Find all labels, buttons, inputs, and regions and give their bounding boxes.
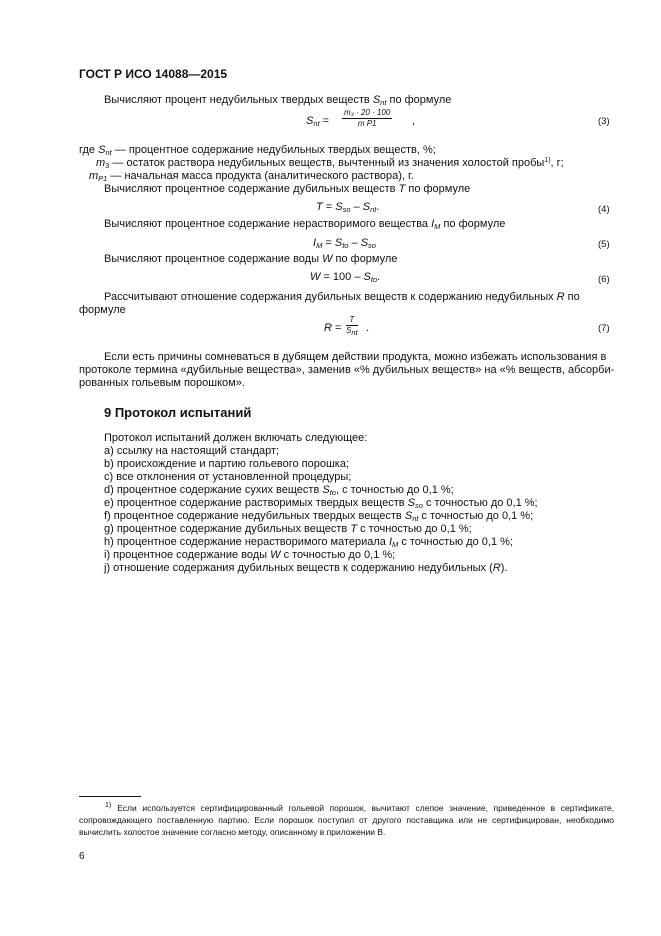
footnote-separator — [79, 796, 141, 797]
equation-7-lhs: R = — [324, 322, 342, 334]
list-item-j: j) отношение содержания дубильных веществ к содержанию недубильных (R). — [104, 562, 508, 574]
footnote — [79, 802, 614, 838]
list-item-i: i) процентное содержание воды W с точностью до 0,1 %; — [104, 549, 396, 561]
nt-formula-intro: Вычисляют процент недубильных твердых веществ $S_{nt}$ по формуле — [104, 94, 452, 107]
w-formula-intro: Вычисляют процентное содержание воды W по формуле — [104, 253, 398, 265]
list-item-e: e) процентное содержание растворимых твердых веществ $S_{so}$ с точностью до 0,1 %; — [104, 497, 538, 510]
equation-5: $I_M = S_{to} - S_{so}$ — [313, 237, 376, 250]
where-m3: $m_3$ — остаток раствора недубильных веществ, вычтенный из значения холостой пробы$^{1)}$, г; — [96, 157, 564, 170]
page-number: 6 — [79, 851, 85, 862]
list-item-d: d) процентное содержание сухих веществ $S_{to}$, с точностью до 0,1 %; — [104, 484, 454, 497]
equation-7-tail: . — [366, 322, 370, 334]
doubt-paragraph-line2: протоколе термина «дубильные вещества», заменив «% дубильных веществ» на «% веществ, абсорби- — [79, 364, 615, 376]
doubt-paragraph-line3: рованных гольевым порошком». — [79, 377, 245, 389]
footnote-text: Если используется сертифицированный гольевой порошок, вычитают слепое значение, приведенное в сертификате, сопровождающего поставленную партию. Если порошок поступил от другого поставщика или не сертифицирован, необходимо вычислить холостое значение согласно методу, описанному в приложении В. — [79, 803, 614, 837]
t-formula-intro: Вычисляют процентное содержание дубильных веществ T по формуле — [104, 183, 471, 195]
list-item-h: h) процентное содержание нерастворимого материала $I_M$ с точностью до 0,1 %; — [104, 536, 513, 549]
im-formula-intro: Вычисляют процентное содержание нерастворимого вещества $I_M$ по формуле — [104, 218, 506, 231]
equation-7-fraction: T $S_{nt}$ — [346, 315, 358, 337]
list-item-f: f) процентное содержание недубильных твердых веществ $S_{nt}$ с точностью до 0,1 %; — [104, 510, 534, 523]
equation-3-number: (3) — [598, 116, 610, 127]
document-header: ГОСТ Р ИСО 14088—2015 — [79, 67, 228, 81]
equation-7-number: (7) — [598, 323, 610, 334]
list-item-c: c) все отклонения от установленной процедуры; — [104, 471, 352, 483]
r-formula-intro-line2: формуле — [79, 304, 126, 316]
equation-6-number: (6) — [598, 274, 610, 285]
section-9-heading: 9 Протокол испытаний — [104, 405, 252, 420]
footnote-mark: 1) — [105, 802, 112, 809]
list-item-g: g) процентное содержание дубильных веществ T с точностью до 0,1 %; — [104, 523, 472, 535]
equation-3-lhs: $S_{nt}$ = — [306, 115, 330, 128]
equation-3-fraction: $\frac{\text{m₃ · 20 · 100}}{\text{m P1}}$ — [344, 108, 391, 128]
equation-5-number: (5) — [598, 239, 610, 250]
section-9-intro: Протокол испытаний должен включать следующее: — [104, 432, 368, 444]
equation-4-number: (4) — [598, 204, 610, 215]
where-snt: где $S_{nt}$ — процентное содержание недубильных твердых веществ, %; — [79, 144, 436, 157]
list-item-b: b) происхождение и партию гольевого порошка; — [104, 458, 350, 470]
equation-6: $W = 100 - S_{to}$. — [310, 271, 381, 284]
r-formula-intro-line1: Рассчитывают отношение содержания дубильных веществ к содержанию недубильных R по — [104, 291, 580, 303]
where-mp1: $m_{P1}$ — начальная масса продукта (аналитического раствора), г. — [89, 170, 414, 183]
equation-3-tail: , — [412, 115, 416, 127]
doubt-paragraph-line1: Если есть причины сомневаться в дубящем действии продукта, можно избежать использования в — [104, 351, 607, 363]
equation-4: $T = S_{so} - S_{nt}$. — [316, 201, 380, 214]
list-item-a: a) ссылку на настоящий стандарт; — [104, 445, 280, 457]
